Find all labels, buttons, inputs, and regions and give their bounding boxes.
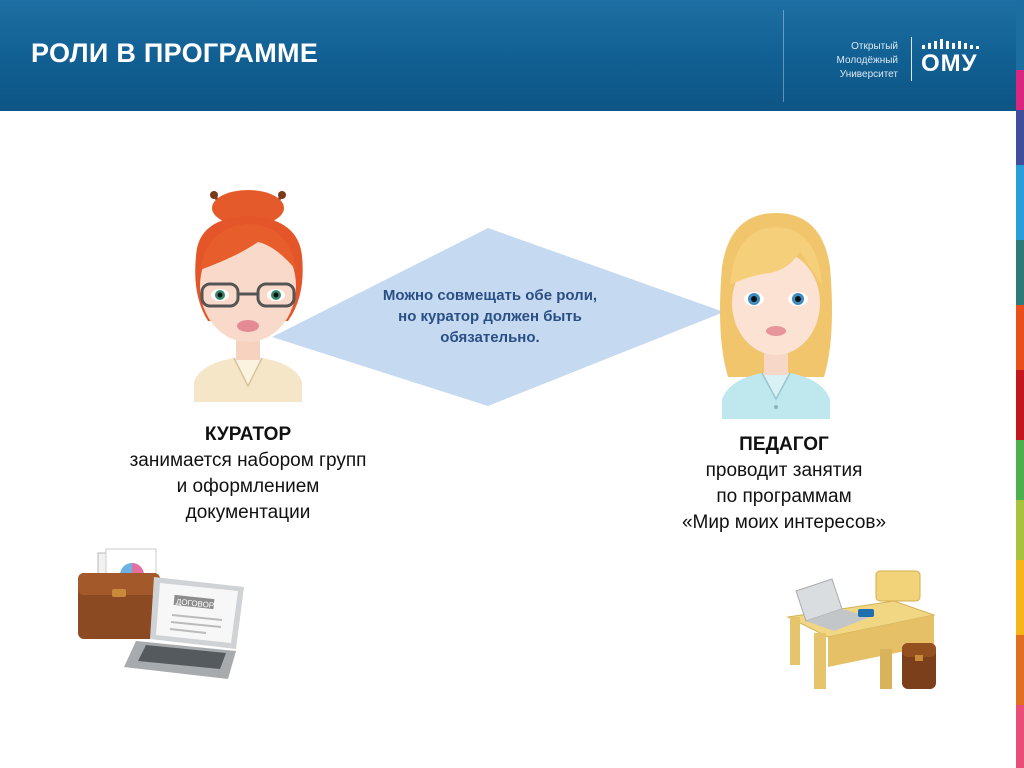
desk-laptop-icon [784,565,940,695]
side-stripe [1016,70,1024,110]
info-line-2: но куратор должен быть [398,308,582,325]
curator-desc-line-3: документации [185,502,311,523]
side-stripe [1016,240,1024,305]
briefcase-laptop-icon [76,545,248,680]
header-divider [783,10,784,102]
side-stripe [1016,110,1024,165]
side-stripe [1016,165,1024,240]
side-stripe [1016,705,1024,768]
curator-title: КУРАТОР [204,424,292,445]
curator-role [88,422,408,526]
logo-caption [820,40,898,82]
side-stripe [1016,0,1024,70]
side-stripe [1016,635,1024,705]
side-stripe [1016,500,1024,560]
teacher-desc-line-3: «Мир моих интересов» [681,512,887,533]
logo-divider [911,37,912,81]
info-line-1: Можно совмещать обе роли, [382,287,598,304]
teacher-role [634,432,934,536]
side-stripe [1016,560,1024,635]
logo-line-3: Университет [839,69,898,80]
info-text [345,285,635,348]
teacher-title: ПЕДАГОГ [739,434,829,455]
curator-desc-line-2: и оформлением [176,476,320,497]
teacher-avatar [712,207,840,419]
curator-avatar [178,186,318,402]
logo-line-1: Открытый [851,41,898,52]
page-title: РОЛИ В ПРОГРАММЕ [31,38,319,68]
logo-line-2: Молодёжный [836,55,898,66]
laptop-doc-title: ДОГОВОР [175,597,215,611]
side-stripe [1016,440,1024,500]
side-stripe [1016,305,1024,370]
side-stripe [1016,370,1024,440]
teacher-desc-line-1: проводит занятия [705,460,863,481]
curator-desc-line-1: занимается набором групп [129,450,367,471]
teacher-desc-line-2: по программам [716,486,852,507]
logo-abbr: ОМУ [921,50,978,77]
info-line-3: обязательно. [440,329,540,346]
